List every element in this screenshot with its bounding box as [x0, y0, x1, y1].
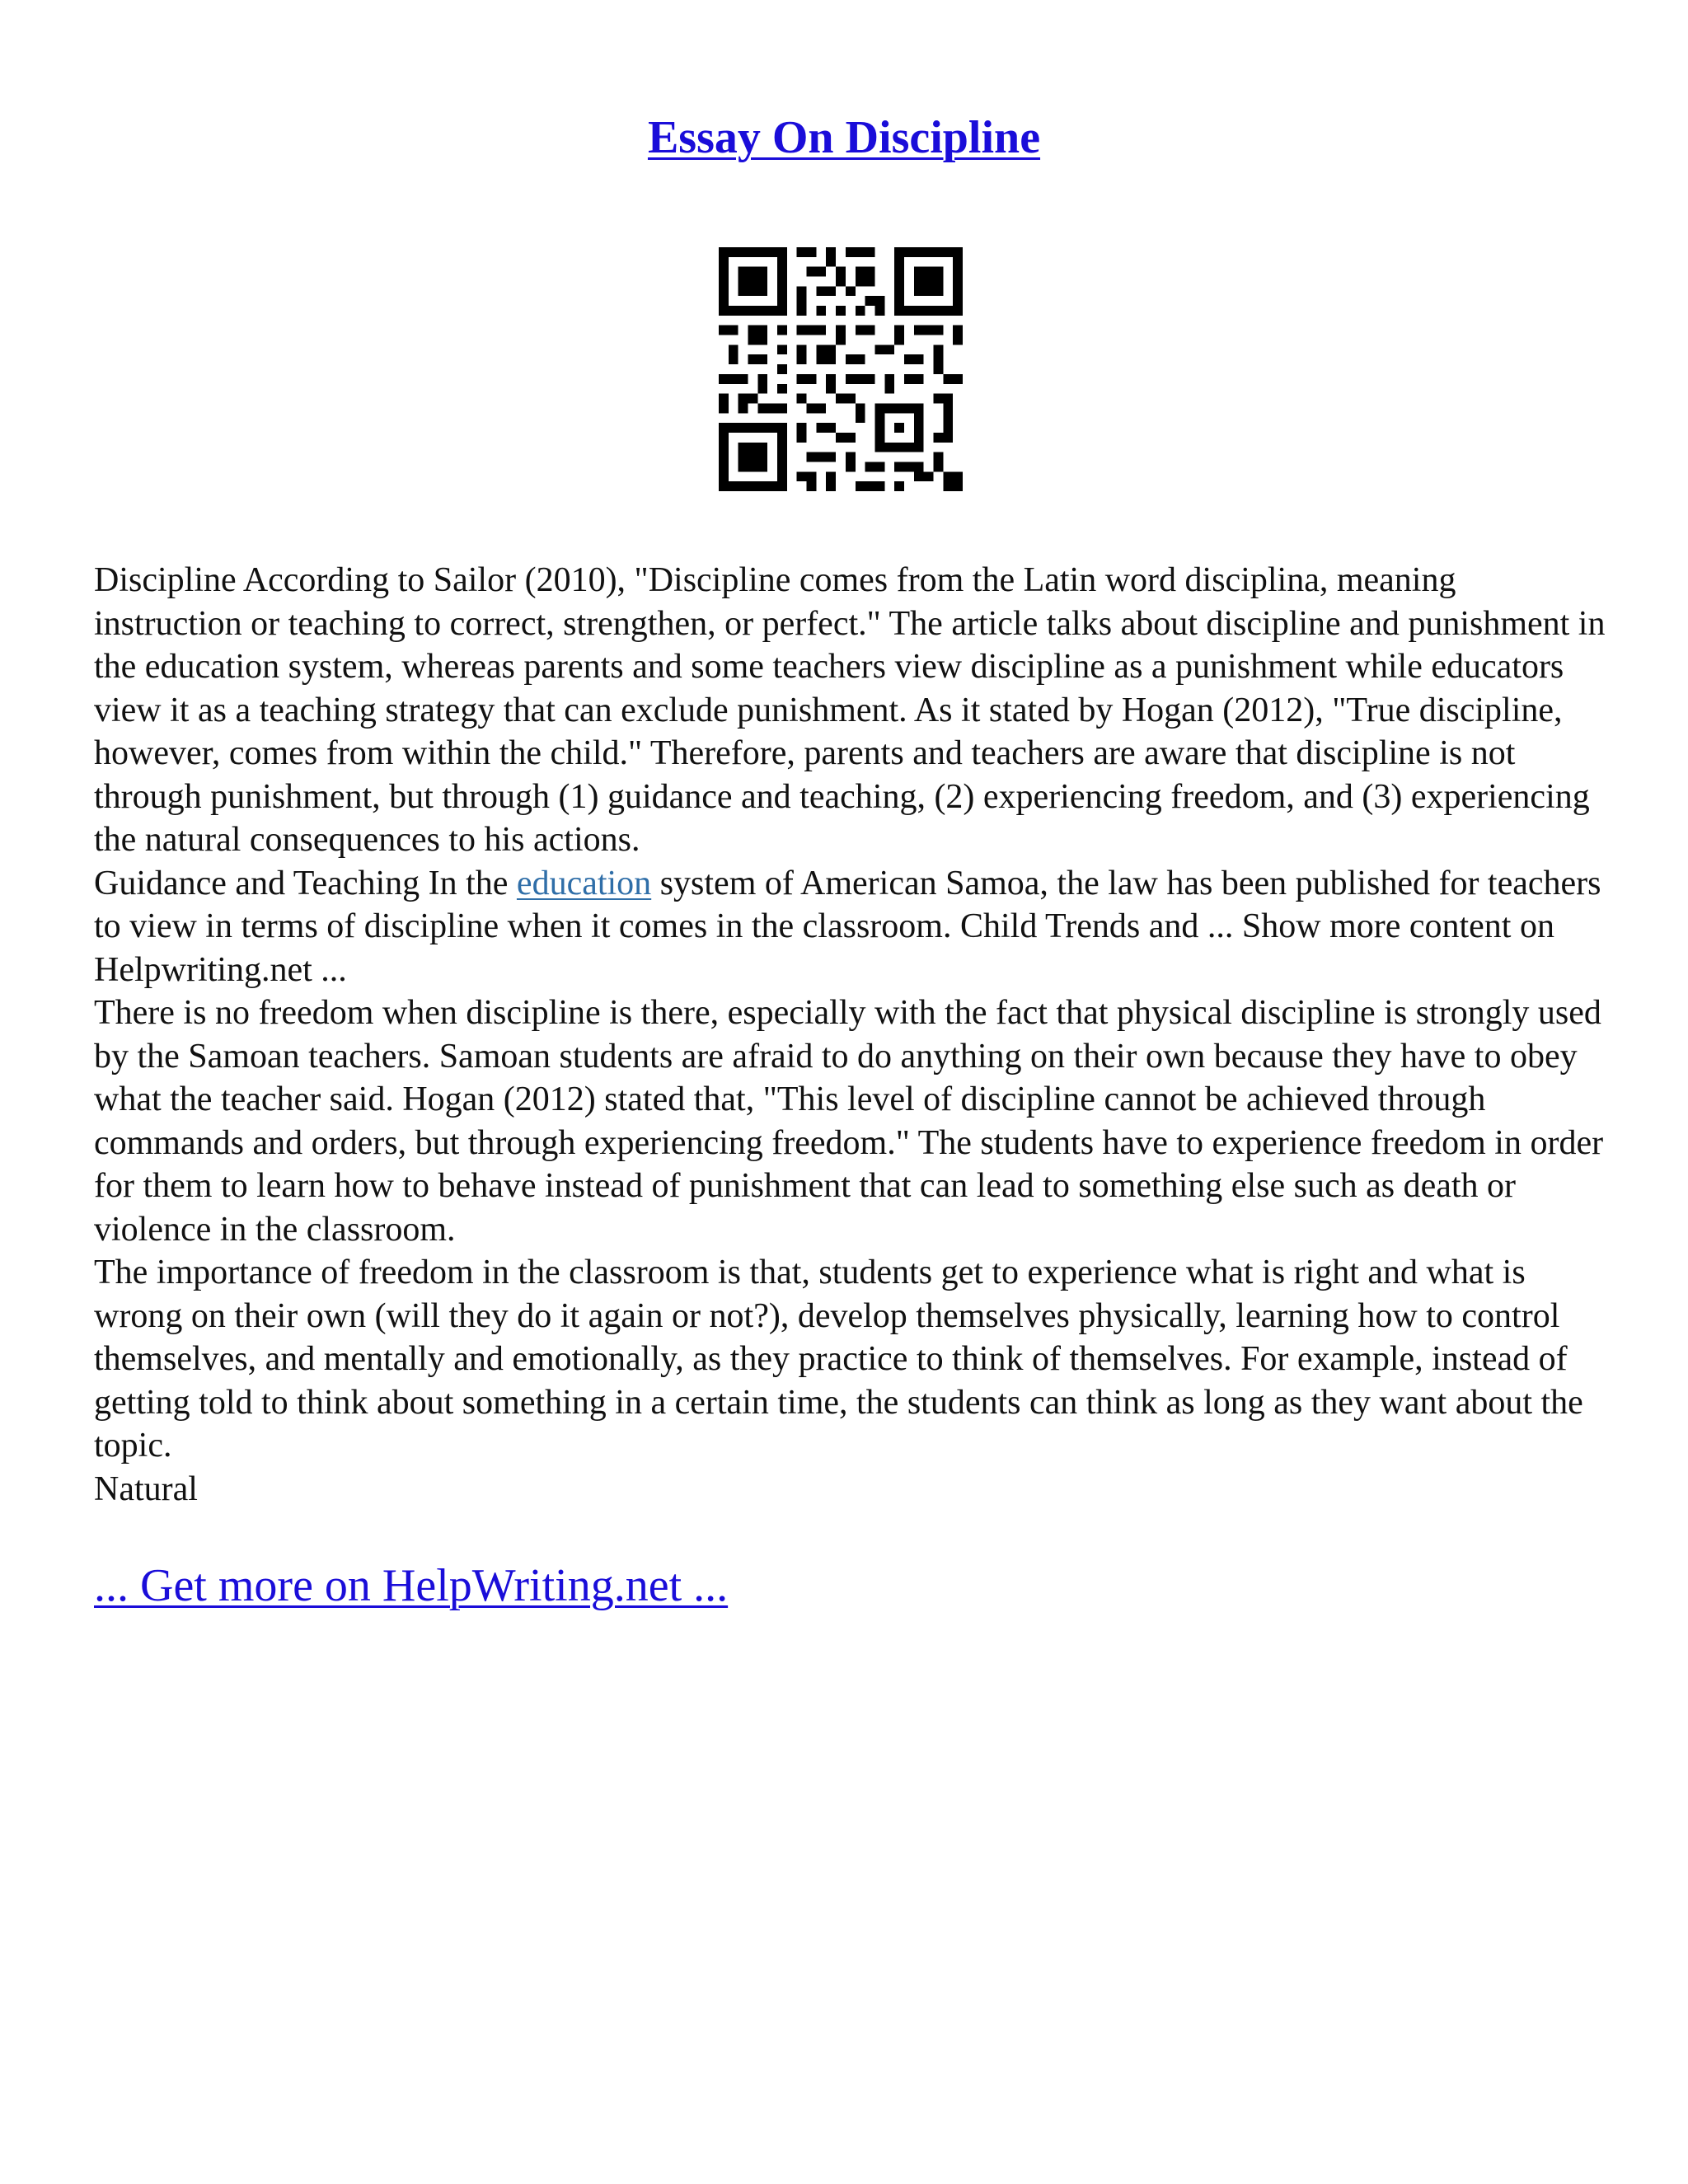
footer-link-container — [94, 1559, 1413, 1612]
get-more-link[interactable]: ... Get more on HelpWriting.net ... — [94, 1560, 729, 1611]
paragraph-2-rest: system of American Samoa, the law has been published for teachers to view in terms of discipline when it comes in the classroom. Child Trends and ... Show more content on Helpwriting.net ... — [94, 864, 1601, 989]
qr-code-icon — [719, 247, 963, 491]
paragraph-5: Natural — [94, 1469, 198, 1508]
paragraph-3: There is no freedom when discipline is there, especially with the fact that physical discipline is strongly used by the Samoan teachers. Samoan students are afraid to do anything on their own because they have to obey what the teacher said. Hogan (2012) stated that, "This level of discipline cannot be achieved through commands and orders, but through experiencing freedom." The students have to experience freedom in order for them to learn how to behave instead of punishment that can lead to something else such as death or violence in the classroom. — [94, 994, 1604, 1249]
paragraph-1: Discipline According to Sailor (2010), "Discipline comes from the Latin word disciplina, meaning instruction or teaching to correct, strengthen, or perfect." The article talks about discipline and punishment in the education system, whereas parents and some teachers view discipline as a punishment while educators view it as a teaching strategy that can exclude punishment. As it stated by Hogan (2012), "True discipline, however, comes from within the child." Therefore, parents and teachers are aware that discipline is not through punishment, but through (1) guidance and teaching, (2) experiencing freedom, and (3) experiencing the natural consequences to his actions. — [94, 561, 1606, 859]
paragraph-2 — [94, 862, 1611, 992]
title-container — [0, 111, 1688, 164]
paragraph-2-intro: Guidance and Teaching In the — [94, 864, 517, 902]
essay-title-link[interactable]: Essay On Discipline — [647, 112, 1041, 163]
education-link[interactable]: education — [516, 864, 652, 902]
paragraph-4: The importance of freedom in the classroom is that, students get to experience what is right and what is wrong on their own (will they do it again or not?), develop themselves physically, learning how to control themselves, and mentally and emotionally, as they practice to think of themselves. For example, instead of getting told to think about something in a certain time, the students can think as long as they want about the topic. — [94, 1254, 1583, 1465]
essay-body — [94, 559, 1611, 1511]
